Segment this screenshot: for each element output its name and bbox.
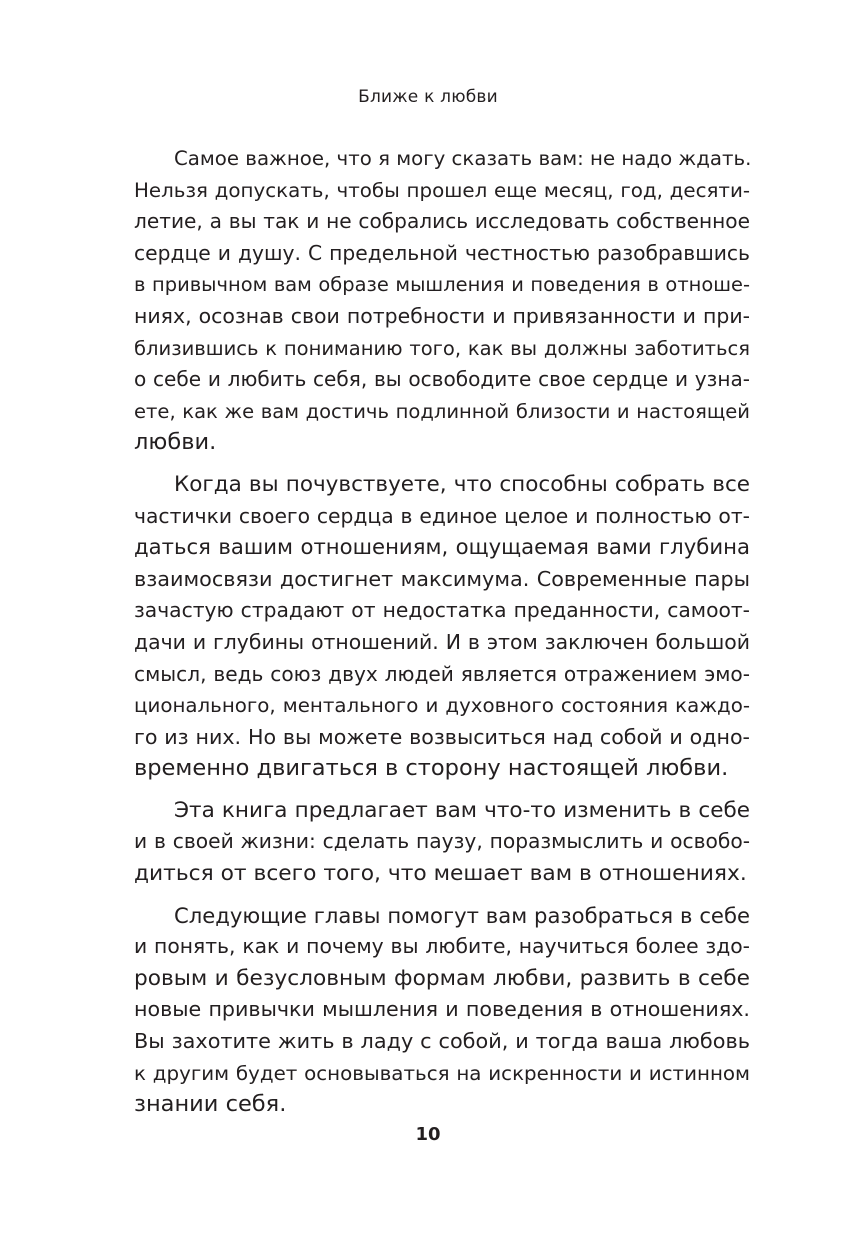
text-line: Следующие главы помогут вам разобраться в себе (174, 902, 750, 928)
text-line: Самое важное, что я могу сказать вам: не надо ждать. (174, 147, 752, 170)
text-line: летие, а вы так и не собрались исследовать собственное (134, 209, 750, 234)
paragraph-1 (134, 143, 750, 459)
text-line: смысл, ведь союз двух людей является отражением эмо- (134, 661, 750, 686)
text-line: диться от всего того, что мешает вам в отношениях. (134, 861, 747, 887)
text-line: знании себя. (134, 1091, 287, 1118)
page-number: 10 (415, 1124, 441, 1145)
text-line: дачи и глубины отношений. И в этом заключен большой (134, 629, 750, 654)
running-head: Ближе к любви (358, 87, 498, 107)
text-line: и в своей жизни: сделать паузу, поразмыслить и освобо- (134, 829, 750, 854)
paragraph-4 (134, 900, 750, 1121)
text-line: в привычном вам образе мышления и поведения в отноше- (134, 273, 750, 297)
text-line: ционального, ментального и духовного состояния каждо- (134, 694, 750, 718)
text-line: Вы захотите жить в ладу с собой, и тогда ваша любовь (134, 1029, 750, 1054)
text-line: Когда вы почувствуете, что способны собрать все (174, 471, 750, 497)
paragraph-3 (134, 795, 750, 890)
text-line: даться вашим отношениям, ощущаемая вами глубина (134, 535, 750, 561)
text-line: временно двигаться в сторону настоящей любви. (134, 755, 729, 782)
body-text (134, 143, 750, 1121)
text-line: и понять, как и почему вы любите, научиться более здо- (134, 934, 750, 959)
text-line: к другим будет основываться на искренности и истинном (134, 1061, 750, 1085)
text-line: частички своего сердца в единое целое и полностью от- (134, 503, 750, 528)
text-line: о себе и любить себя, вы освободите свое сердце и узна- (134, 367, 750, 392)
text-line: Нельзя допускать, чтобы прошел еще месяц, год, десяти- (134, 178, 750, 202)
text-line: взаимосвязи достигнет максимума. Современные пары (134, 566, 750, 591)
text-line: близившись к пониманию того, как вы должны заботиться (134, 336, 750, 360)
paragraph-2 (134, 469, 750, 785)
text-line: ниях, осознав свои потребности и привязанности и при- (134, 303, 750, 328)
text-line: любви. (134, 429, 217, 456)
text-line: го из них. Но вы можете возвыситься над собой и одно- (134, 724, 750, 749)
text-line: ровым и безусловным формам любви, развить в себе (134, 965, 750, 991)
text-line: зачастую страдают от недостатка преданности, самоот- (134, 598, 750, 623)
text-line: Эта книга предлагает вам что-то изменить в себе (174, 797, 750, 823)
text-line: новые привычки мышления и поведения в отношениях. (134, 997, 750, 1022)
text-line: сердце и душу. С предельной честностью разобравшись (134, 240, 750, 265)
text-line: ете, как же вам достичь подлинной близости и настоящей (134, 399, 750, 423)
